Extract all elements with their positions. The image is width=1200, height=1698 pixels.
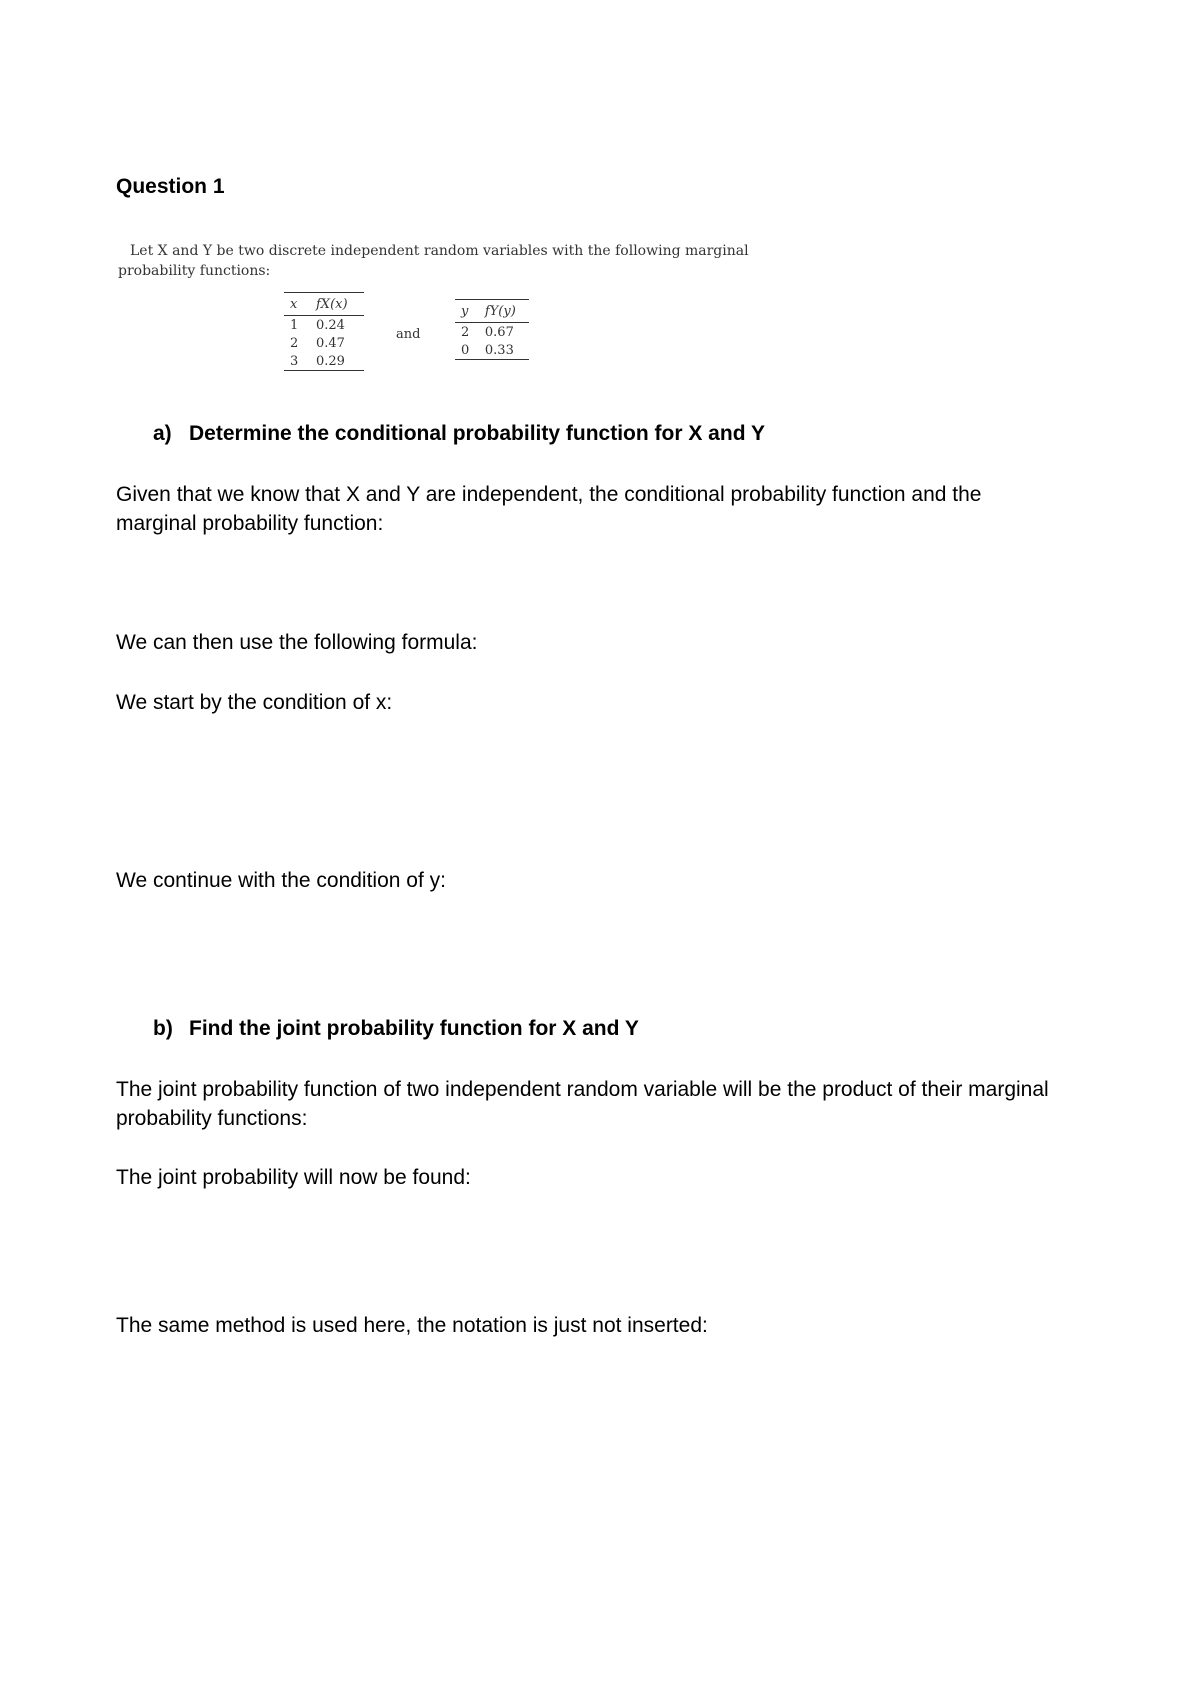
question-title: Question 1 xyxy=(116,175,225,198)
part-a-paragraph: We can then use the following formula: xyxy=(116,631,478,654)
part-a-label: a) xyxy=(153,422,172,445)
part-a-heading-text: Determine the conditional probability function for X and Y xyxy=(189,422,765,445)
table-x-cell: 0.24 xyxy=(316,317,345,333)
and-label: and xyxy=(396,327,421,342)
table-y-header-fy: fY(y) xyxy=(484,303,516,319)
table-y-cell: 0 xyxy=(461,342,470,358)
part-a-paragraph: We continue with the condition of y: xyxy=(116,869,446,892)
table-x-cell: 0.29 xyxy=(316,353,345,369)
table-x-row xyxy=(284,334,364,352)
part-a-paragraph: We start by the condition of x: xyxy=(116,691,393,714)
part-b-label: b) xyxy=(153,1017,173,1040)
table-x-row xyxy=(284,316,364,334)
table-x-header xyxy=(284,293,364,316)
table-y-cell: 0.67 xyxy=(484,324,514,340)
table-x-cell: 0.47 xyxy=(316,335,345,351)
part-b-paragraph: The joint probability function of two independent random variable will be the product of their marginal probability functions: xyxy=(116,1078,1049,1130)
table-y-row xyxy=(455,323,529,341)
table-x-header-x: x xyxy=(290,296,298,312)
table-y-header xyxy=(455,300,529,323)
part-b-heading-text: Find the joint probability function for X and Y xyxy=(189,1017,639,1040)
problem-line-2: probability functions: xyxy=(118,263,271,279)
table-x-cell: 1 xyxy=(290,317,299,333)
problem-line-1: Let X and Y be two discrete independent random variables with the following marginal xyxy=(130,243,749,259)
marginal-table-x xyxy=(284,292,364,371)
table-x-row xyxy=(284,352,364,370)
table-x-cell: 3 xyxy=(290,353,299,369)
problem-statement xyxy=(130,243,749,259)
marginal-table-y xyxy=(455,299,529,360)
part-a-paragraph: Given that we know that X and Y are independent, the conditional probability function and the marginal probability function: xyxy=(116,483,982,535)
table-y-header-y: y xyxy=(461,303,469,319)
part-b-paragraph: The same method is used here, the notation is just not inserted: xyxy=(116,1314,708,1337)
table-x-header-fx: fX(x) xyxy=(316,296,348,312)
table-y-cell: 0.33 xyxy=(484,342,514,358)
table-y-cell: 2 xyxy=(461,324,470,340)
part-b-heading xyxy=(153,1017,639,1041)
table-x-cell: 2 xyxy=(290,335,299,351)
table-y-row xyxy=(455,341,529,359)
part-a-heading xyxy=(153,422,765,446)
part-b-paragraph: The joint probability will now be found: xyxy=(116,1166,471,1189)
